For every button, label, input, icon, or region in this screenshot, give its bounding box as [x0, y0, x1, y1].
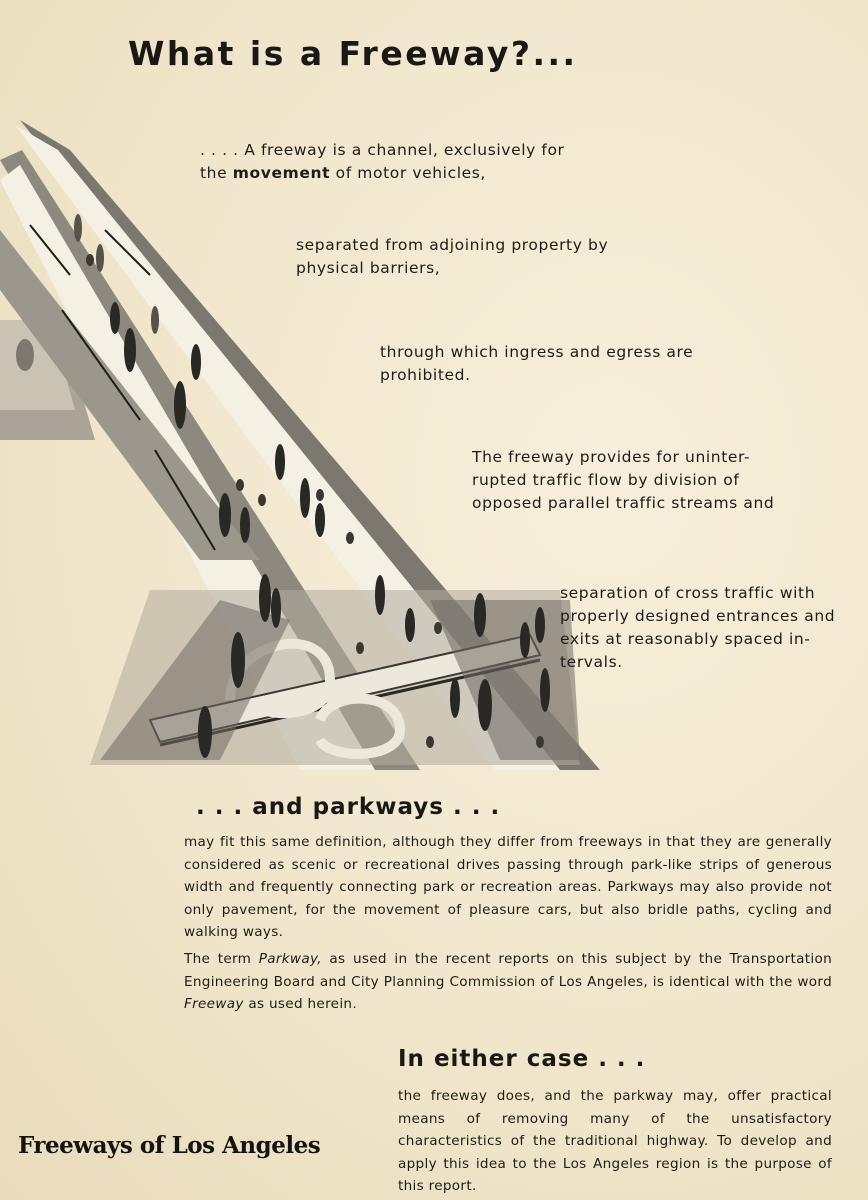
car: [258, 494, 266, 506]
either-case-paragraph: the freeway does, and the parkway may, offer practical means of removing many of the unsatisfactory characteristics of the traditional highway. To develop and apply this idea to the Los Angeles region is the purpose of this report.: [398, 1088, 832, 1194]
statement-1-prefix: . . . . A freeway is a channel, exclusively for: [200, 141, 565, 159]
term-text-3: as used herein.: [248, 996, 357, 1012]
term-paragraph: [184, 948, 832, 1016]
tree: [74, 214, 82, 242]
page-title: What is a Freeway?...: [128, 34, 578, 73]
car: [536, 736, 544, 748]
definition-statement-2: separated from adjoining property by physical barriers,: [296, 236, 609, 277]
parkways-paragraph: may fit this same definition, although they differ from freeways in that they are generally considered as scenic or recreational drives passing through park-like strips of generous width and frequently connecting park or recreation areas. Parkways may also provide not only pavement, for the movement of pleasure cars, but also bridle paths, cycling and walking ways.: [184, 834, 832, 940]
car: [346, 532, 354, 544]
tree: [110, 302, 120, 334]
tree: [375, 575, 385, 615]
tree: [259, 574, 271, 622]
tree: [191, 344, 201, 380]
car: [356, 642, 364, 654]
definition-statement-4: The freeway provides for uninter-rupted traffic flow by division of opposed parallel traffic streams and: [472, 448, 775, 512]
tree: [540, 668, 550, 712]
tree: [231, 632, 245, 688]
tree: [535, 607, 545, 643]
tree: [240, 507, 250, 543]
parkways-heading: . . . and parkways . . .: [196, 794, 501, 820]
definition-statement-3: through which ingress and egress are prohibited.: [380, 343, 694, 384]
tree: [151, 306, 159, 334]
either-case-heading: In either case . . .: [398, 1046, 646, 1072]
tree: [198, 706, 212, 758]
definition-statement-5: separation of cross traffic with properly designed entrances and exits at reasonably spaced in-tervals.: [560, 584, 836, 671]
tree: [124, 328, 136, 372]
tree: [315, 503, 325, 537]
tree: [450, 678, 460, 718]
tree: [219, 493, 231, 537]
statement-1-emphasis: movement: [232, 164, 331, 182]
term-text-1: The term: [184, 951, 252, 967]
tree: [16, 339, 34, 371]
tree: [300, 478, 310, 518]
tree: [174, 381, 186, 429]
car: [434, 622, 442, 634]
definition-statement-1: [200, 139, 600, 185]
term-italic-parkway: Parkway,: [258, 951, 322, 967]
tree: [275, 444, 285, 480]
tree: [520, 622, 530, 658]
car: [86, 254, 94, 266]
car: [426, 736, 434, 748]
publication-brand: Freeways of Los Angeles: [18, 1132, 321, 1159]
statement-1-the: the: [200, 164, 228, 182]
car: [236, 479, 244, 491]
tree: [478, 679, 492, 731]
car: [316, 489, 324, 501]
tree: [474, 593, 486, 637]
tree: [271, 588, 281, 628]
tree: [405, 608, 415, 642]
tree: [96, 244, 104, 272]
term-text-2: as used in the recent reports on this subject by the Transportation Engineering Board and City Planning Commission of Los Angeles, is identical with the word: [184, 951, 832, 990]
term-italic-freeway: Freeway: [184, 996, 244, 1012]
statement-1-rest: of motor vehicles,: [335, 164, 486, 182]
